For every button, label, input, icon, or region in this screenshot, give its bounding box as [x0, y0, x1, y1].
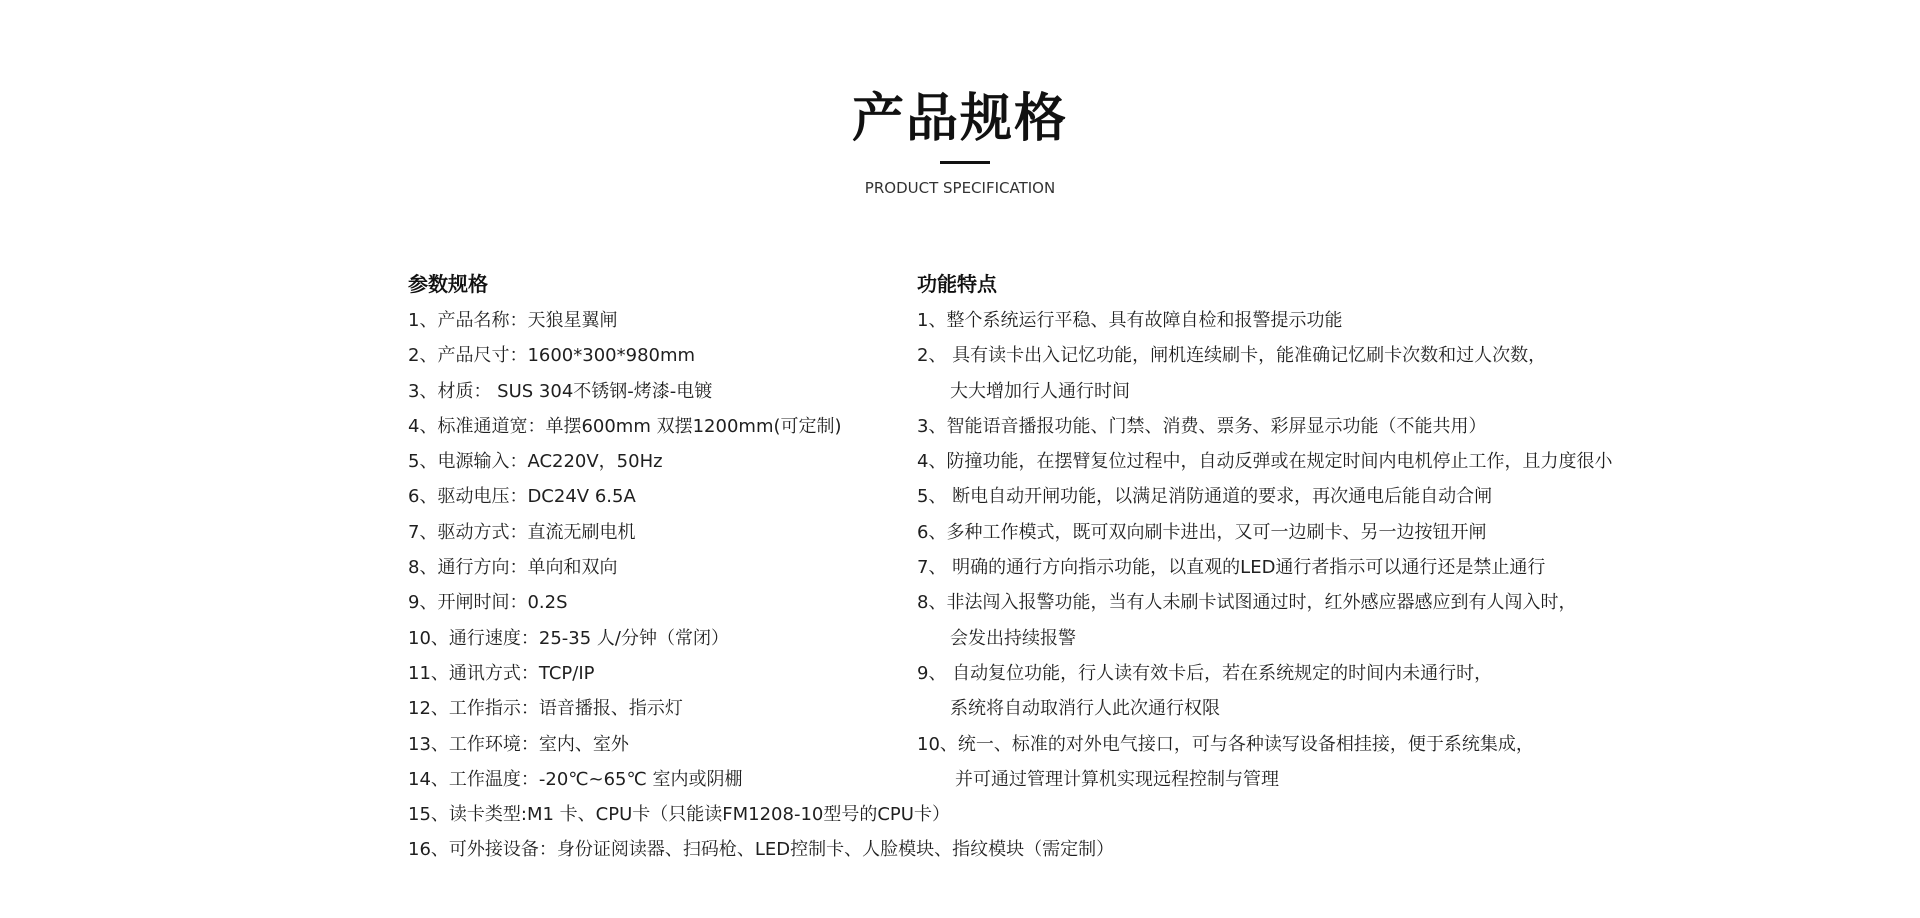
feature-item: 3、智能语音播报功能、门禁、消费、票务、彩屏显示功能（不能共用） [917, 415, 1487, 437]
spec-item: 6、驱动电压：DC24V 6.5A [408, 486, 636, 508]
spec-item: 15、读卡类型:M1 卡、CPU卡（只能读FM1208-10型号的CPU卡） [408, 804, 950, 826]
spec-item: 12、工作指示：语音播报、指示灯 [408, 698, 683, 720]
spec-item: 4、标准通道宽：单摆600mm 双摆1200mm(可定制) [408, 415, 842, 437]
feature-item: 8、非法闯入报警功能，当有人未刷卡试图通过时，红外感应器感应到有人闯入时， [917, 592, 1577, 614]
feature-item: 7、 明确的通行方向指示功能，以直观的LED通行者指示可以通行还是禁止通行 [917, 557, 1546, 579]
spec-item: 5、电源输入：AC220V，50Hz [408, 451, 663, 473]
feature-item: 10、统一、标准的对外电气接口，可与各种读写设备相挂接，便于系统集成， [917, 733, 1534, 755]
spec-item: 3、材质： SUS 304不锈钢-烤漆-电镀 [408, 380, 713, 402]
feature-item: 5、 断电自动开闸功能，以满足消防通道的要求，再次通电后能自动合闸 [917, 486, 1493, 508]
features-heading: 功能特点 [917, 272, 997, 296]
features-list [917, 303, 1817, 797]
spec-item: 7、驱动方式：直流无刷电机 [408, 521, 636, 543]
spec-item: 9、开闸时间：0.2S [408, 592, 568, 614]
specs-heading: 参数规格 [408, 272, 488, 296]
feature-item-continuation: 大大增加行人通行时间 [950, 380, 1130, 402]
title-divider [940, 161, 990, 164]
features-section [917, 268, 1817, 797]
page-subtitle: PRODUCT SPECIFICATION [864, 179, 1056, 197]
spec-item: 2、产品尺寸：1600*300*980mm [408, 345, 696, 367]
spec-item: 14、工作温度：-20℃~65℃ 室内或阴棚 [408, 768, 743, 790]
feature-item: 6、多种工作模式，既可双向刷卡进出，又可一边刷卡、另一边按钮开闸 [917, 521, 1487, 543]
spec-item: 1、产品名称：天狼星翼闸 [408, 310, 618, 331]
spec-item: 10、通行速度：25-35 人/分钟（常闭） [408, 627, 729, 649]
page-title: 产品规格 [851, 89, 1068, 149]
feature-item-continuation: 会发出持续报警 [950, 627, 1076, 649]
spec-item: 16、可外接设备：身份证阅读器、扫码枪、LED控制卡、人脸模块、指纹模块（需定制） [408, 839, 1115, 861]
feature-item: 2、 具有读卡出入记忆功能，闸机连续刷卡，能准确记忆刷卡次数和过人次数， [917, 345, 1547, 367]
feature-item: 1、整个系统运行平稳、具有故障自检和报警提示功能 [917, 310, 1343, 331]
spec-item: 8、通行方向：单向和双向 [408, 557, 618, 579]
feature-item: 4、防撞功能，在摆臂复位过程中，自动反弹或在规定时间内电机停止工作，且力度很小 [917, 451, 1613, 473]
feature-item: 9、 自动复位功能，行人读有效卡后，若在系统规定的时间内未通行时， [917, 662, 1493, 684]
spec-item: 11、通讯方式：TCP/IP [408, 662, 595, 684]
feature-item-continuation: 并可通过管理计算机实现远程控制与管理 [955, 768, 1279, 790]
feature-item-continuation: 系统将自动取消行人此次通行权限 [950, 698, 1220, 720]
spec-item: 13、工作环境：室内、室外 [408, 733, 629, 755]
